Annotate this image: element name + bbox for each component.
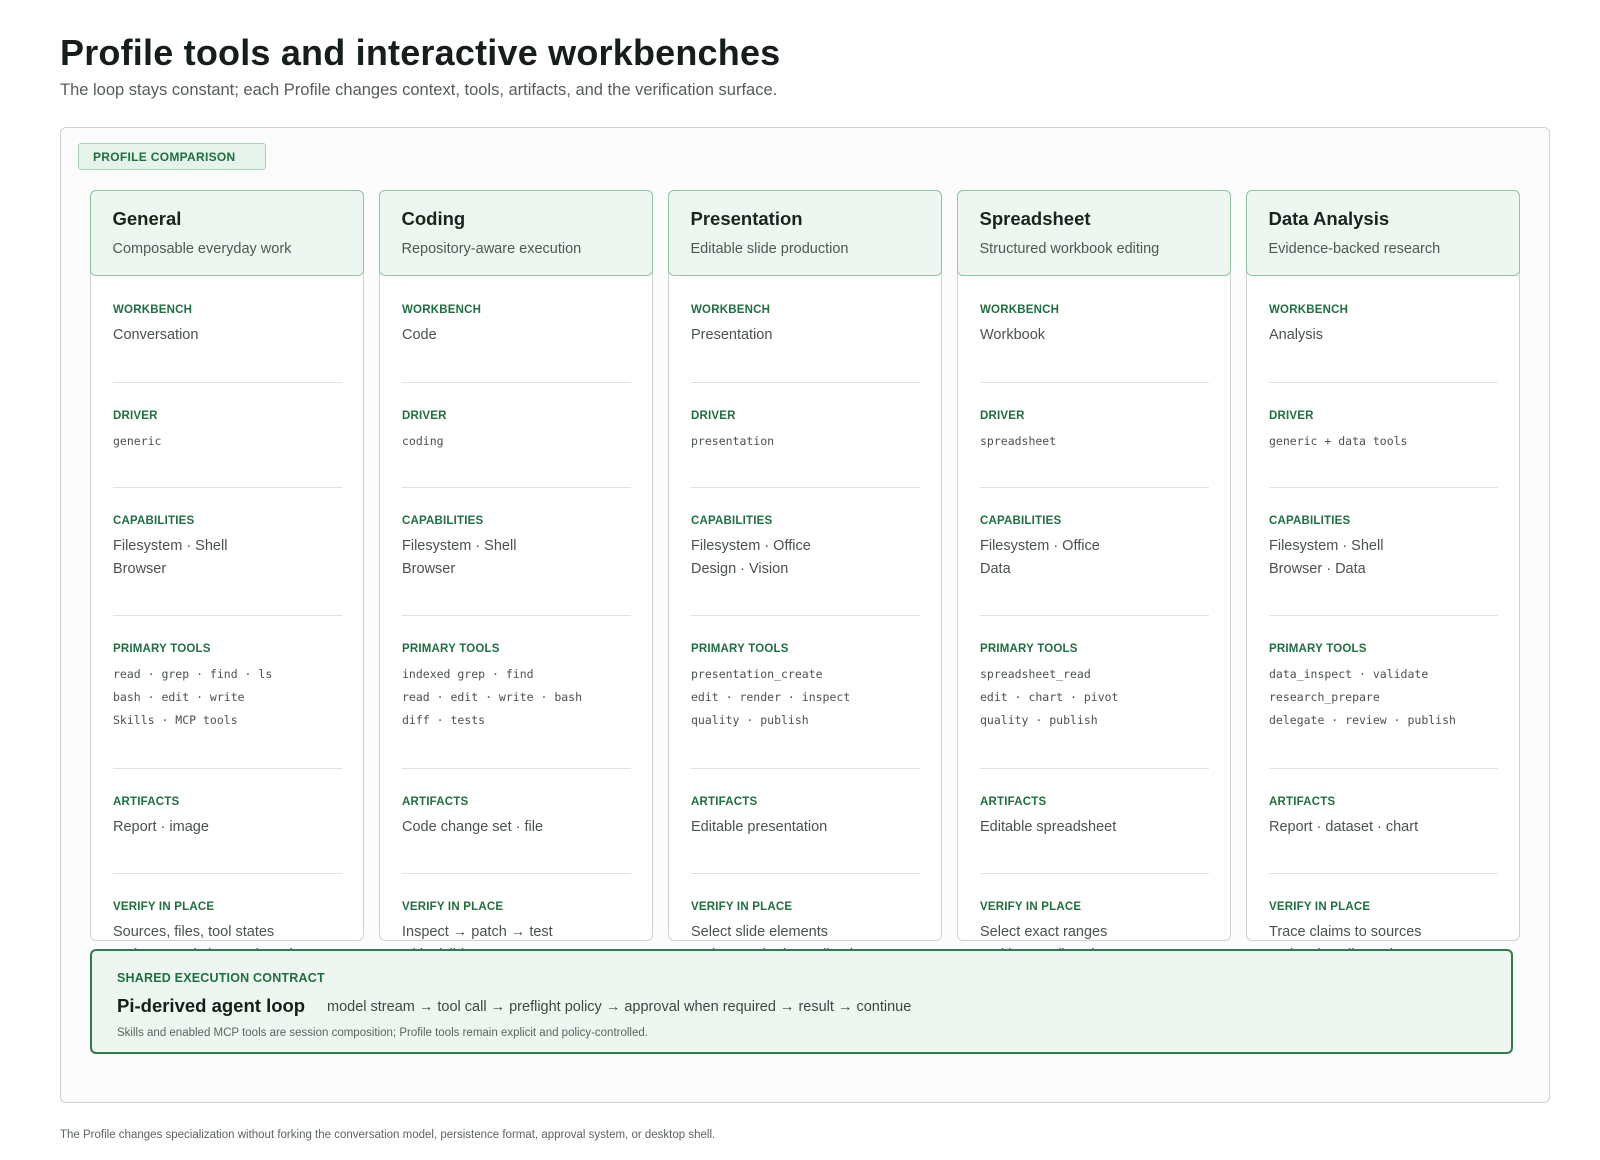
section-label: VERIFY IN PLACE: [402, 901, 504, 913]
profile-card-presentation: [668, 190, 942, 941]
verify-line: Select exact ranges: [980, 924, 1108, 940]
artifacts-value: Editable presentation: [691, 819, 828, 835]
artifacts-value: Code change set · file: [402, 819, 544, 835]
shared-execution-contract: [90, 949, 1513, 1054]
footnote: The Profile changes specialization without forking the conversation model, persistence format, approval system, or desktop shell.: [60, 1129, 716, 1141]
card-header: [957, 190, 1231, 276]
section-workbench: [691, 304, 920, 383]
capabilities-line: Filesystem · Shell: [402, 538, 517, 554]
page-title: Profile tools and interactive workbenches: [60, 32, 781, 73]
section-capabilities: [402, 515, 631, 616]
section-label: WORKBENCH: [980, 304, 1060, 316]
card-description: Editable slide production: [690, 240, 849, 257]
section-label: PRIMARY TOOLS: [113, 643, 211, 655]
workbench-value: Analysis: [1269, 327, 1323, 343]
profile-comparison-panel: [60, 127, 1550, 1103]
section-driver: [980, 410, 1209, 488]
section-label: ARTIFACTS: [113, 796, 180, 808]
card-body: [1269, 277, 1498, 980]
section-label: VERIFY IN PLACE: [1269, 901, 1371, 913]
primary-tools-value: [113, 663, 342, 745]
driver-value: generic: [113, 434, 162, 448]
card-description: Structured workbook editing: [979, 240, 1160, 257]
section-capabilities: [113, 515, 342, 616]
card-title: General: [112, 207, 182, 229]
profile-card-general: [90, 190, 364, 941]
section-workbench: [402, 304, 631, 383]
section-label: ARTIFACTS: [1269, 796, 1336, 808]
section-capabilities: [691, 515, 920, 616]
section-driver: [402, 410, 631, 488]
tools-line: delegate · review · publish: [1269, 713, 1456, 727]
section-artifacts: [402, 796, 631, 874]
capabilities-line: Design · Vision: [691, 561, 789, 577]
section-label: DRIVER: [691, 410, 736, 422]
section-label: DRIVER: [402, 410, 447, 422]
tools-line: read · grep · find · ls: [113, 667, 273, 681]
contract-label: SHARED EXECUTION CONTRACT: [117, 971, 325, 985]
section-label: VERIFY IN PLACE: [691, 901, 793, 913]
primary-tools-value: [691, 663, 920, 745]
capabilities-line: Browser: [402, 561, 456, 577]
section-label: DRIVER: [1269, 410, 1314, 422]
section-label: VERIFY IN PLACE: [980, 901, 1082, 913]
profile-card-data-analysis: [1246, 190, 1520, 941]
section-label: WORKBENCH: [691, 304, 771, 316]
section-driver: [691, 410, 920, 488]
capabilities-value: [691, 535, 920, 594]
card-description: Repository-aware execution: [401, 240, 582, 257]
workbench-value: Workbook: [980, 327, 1046, 343]
card-header: [1246, 190, 1520, 276]
primary-tools-value: [1269, 663, 1498, 745]
card-body: [402, 277, 631, 980]
card-description: Evidence-backed research: [1268, 240, 1441, 257]
tools-line: spreadsheet_read: [980, 667, 1091, 681]
capabilities-line: Browser · Data: [1269, 561, 1366, 577]
card-title: Presentation: [690, 207, 803, 229]
artifacts-value: Editable spreadsheet: [980, 819, 1117, 835]
capabilities-line: Data: [980, 561, 1011, 577]
capabilities-line: Filesystem · Office: [980, 538, 1100, 554]
tools-line: Skills · MCP tools: [113, 713, 238, 727]
capabilities-line: Filesystem · Shell: [1269, 538, 1384, 554]
card-header: [379, 190, 653, 276]
verify-line: Select slide elements: [691, 924, 829, 940]
section-label: PRIMARY TOOLS: [1269, 643, 1367, 655]
section-artifacts: [691, 796, 920, 874]
section-label: VERIFY IN PLACE: [113, 901, 215, 913]
tools-line: indexed grep · find: [402, 667, 534, 681]
profile-card-coding: [379, 190, 653, 941]
section-driver: [1269, 410, 1498, 488]
verify-line: Sources, files, tool states: [113, 924, 275, 940]
tools-line: quality · publish: [980, 713, 1098, 727]
section-capabilities: [1269, 515, 1498, 616]
driver-value: spreadsheet: [980, 434, 1057, 448]
tools-line: presentation_create: [691, 667, 823, 681]
section-label: WORKBENCH: [1269, 304, 1349, 316]
profile-card-spreadsheet: [957, 190, 1231, 941]
capabilities-value: [980, 535, 1209, 594]
section-label: DRIVER: [113, 410, 158, 422]
driver-value: coding: [402, 434, 444, 448]
section-label: CAPABILITIES: [113, 515, 195, 527]
section-label: CAPABILITIES: [691, 515, 773, 527]
artifacts-value: Report · dataset · chart: [1269, 819, 1419, 835]
tools-line: research_prepare: [1269, 690, 1380, 704]
section-primary-tools: [980, 643, 1209, 769]
section-workbench: [113, 304, 342, 383]
tools-line: bash · edit · write: [113, 690, 245, 704]
workbench-value: Code: [402, 327, 437, 343]
driver-value: generic + data tools: [1269, 434, 1408, 448]
section-label: ARTIFACTS: [980, 796, 1047, 808]
profile-cards: [90, 190, 1520, 941]
section-artifacts: [113, 796, 342, 874]
section-label: WORKBENCH: [402, 304, 482, 316]
card-body: [113, 277, 342, 980]
tools-line: diff · tests: [402, 713, 486, 727]
section-label: WORKBENCH: [113, 304, 193, 316]
section-driver: [113, 410, 342, 488]
card-title: Coding: [401, 207, 466, 229]
capabilities-value: [1269, 535, 1498, 594]
section-primary-tools: [691, 643, 920, 769]
capabilities-line: Filesystem · Shell: [113, 538, 228, 554]
artifacts-value: Report · image: [113, 819, 209, 835]
capabilities-value: [402, 535, 631, 594]
capabilities-line: Browser: [113, 561, 167, 577]
section-artifacts: [1269, 796, 1498, 874]
section-label: ARTIFACTS: [402, 796, 469, 808]
workbench-value: Presentation: [691, 327, 773, 343]
panel-tag: PROFILE COMPARISON: [78, 143, 266, 170]
section-primary-tools: [113, 643, 342, 769]
card-title: Spreadsheet: [979, 207, 1091, 229]
tools-line: edit · render · inspect: [691, 690, 851, 704]
card-description: Composable everyday work: [112, 240, 292, 257]
card-header: [90, 190, 364, 276]
section-primary-tools: [402, 643, 631, 769]
section-workbench: [980, 304, 1209, 383]
tools-line: quality · publish: [691, 713, 809, 727]
section-label: PRIMARY TOOLS: [691, 643, 789, 655]
tools-line: edit · chart · pivot: [980, 690, 1119, 704]
section-primary-tools: [1269, 643, 1498, 769]
section-label: CAPABILITIES: [980, 515, 1062, 527]
section-label: PRIMARY TOOLS: [402, 643, 500, 655]
verify-line: Trace claims to sources: [1269, 924, 1422, 940]
primary-tools-value: [402, 663, 631, 745]
driver-value: presentation: [691, 434, 775, 448]
section-label: CAPABILITIES: [402, 515, 484, 527]
section-artifacts: [980, 796, 1209, 874]
section-label: DRIVER: [980, 410, 1025, 422]
section-label: PRIMARY TOOLS: [980, 643, 1078, 655]
section-label: ARTIFACTS: [691, 796, 758, 808]
card-body: [691, 277, 920, 980]
verify-line: Inspect → patch → test: [402, 924, 553, 940]
card-body: [980, 277, 1209, 980]
card-title: Data Analysis: [1268, 207, 1390, 229]
tools-line: data_inspect · validate: [1269, 667, 1429, 681]
section-workbench: [1269, 304, 1498, 383]
page-subtitle: The loop stays constant; each Profile changes context, tools, artifacts, and the verification surface.: [60, 81, 778, 99]
contract-flow: model stream → tool call → preflight policy → approval when required → result → continue: [327, 999, 912, 1015]
capabilities-line: Filesystem · Office: [691, 538, 811, 554]
contract-note: Skills and enabled MCP tools are session composition; Profile tools remain explicit and policy-controlled.: [117, 1027, 648, 1039]
workbench-value: Conversation: [113, 327, 199, 343]
section-label: CAPABILITIES: [1269, 515, 1351, 527]
tools-line: read · edit · write · bash: [402, 690, 583, 704]
capabilities-value: [113, 535, 342, 594]
section-capabilities: [980, 515, 1209, 616]
primary-tools-value: [980, 663, 1209, 745]
contract-title: Pi-derived agent loop: [117, 995, 306, 1016]
card-header: [668, 190, 942, 276]
